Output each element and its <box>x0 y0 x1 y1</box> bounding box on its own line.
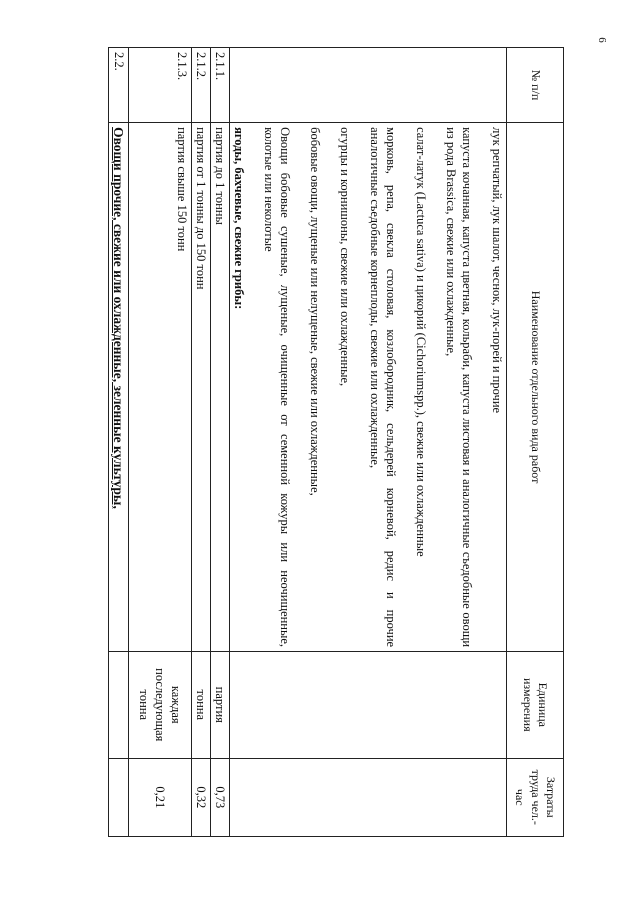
row-cost: 0,32 <box>192 758 211 836</box>
row-num: 2.1.3. <box>129 48 192 123</box>
description-item: лук репчатый, лук шалот, чеснок, лук-порей и прочие <box>490 127 504 414</box>
description-item: салат-латук (Lactuca sativa) и цикорий (Cichoriumspp.), свежие или охлажденные <box>414 127 428 557</box>
row-cost: 0,73 <box>211 758 230 836</box>
row-name: партия свыше 150 тонн <box>129 123 192 652</box>
table-row <box>211 48 230 837</box>
header-num: № п/п <box>507 48 564 123</box>
description-item: морковь, репа, свекла столовая, козлобородник, сельдерей корневой, редис и прочие аналогичные съедобные корнеплоды, свежие или охлажденные, <box>368 127 398 648</box>
rotated-page-content <box>52 47 564 837</box>
description-num-cell <box>230 48 507 123</box>
table-row <box>129 48 192 837</box>
row-unit: партия <box>211 652 230 758</box>
header-cost: Затраты труда чел.- час <box>507 758 564 836</box>
row-num: 2.1.2. <box>192 48 211 123</box>
description-item: бобовые овощи, лущеные или нелущеные, свежие или охлажденные, <box>308 127 322 496</box>
description-cost-cell <box>230 758 507 836</box>
page-number: 6 <box>595 37 608 43</box>
description-item: Овощи бобовые сушеные, лущеные, очищенные от семенной кожуры или неочищенные, колотые или неколотые <box>262 127 292 648</box>
row-num: 2.2. <box>108 48 128 123</box>
description-item: капуста кочанная, капуста цветная, кольраби, капуста листовая и аналогичные съедобные овощи из рода Brassica, свежие или охлажденные, <box>444 127 474 648</box>
row-name: Овощи прочие, свежие или охлажденные, зеленные культуры, <box>108 123 128 652</box>
row-cost <box>108 758 128 836</box>
table-header-row <box>507 48 564 837</box>
work-types-table <box>108 47 564 837</box>
row-cost: 0,21 <box>129 758 192 836</box>
row-unit: каждая последующая тонна <box>129 652 192 758</box>
table-row <box>108 48 128 837</box>
row-name: партия до 1 тонны <box>211 123 230 652</box>
description-cell <box>230 123 507 652</box>
table-row <box>192 48 211 837</box>
berries-heading: ягоды, бахчевые, свежие грибы: <box>232 127 246 310</box>
header-unit: Единица измерения <box>507 652 564 758</box>
row-unit <box>108 652 128 758</box>
row-num: 2.1.1. <box>211 48 230 123</box>
description-unit-cell <box>230 652 507 758</box>
header-name: Наименование отдельного вида работ <box>507 123 564 652</box>
row-unit: тонна <box>192 652 211 758</box>
description-item: огурцы и корнишоны, свежие или охлажденные, <box>338 127 352 387</box>
row-name: партия от 1 тонны до 150 тонн <box>192 123 211 652</box>
description-row <box>230 48 507 837</box>
